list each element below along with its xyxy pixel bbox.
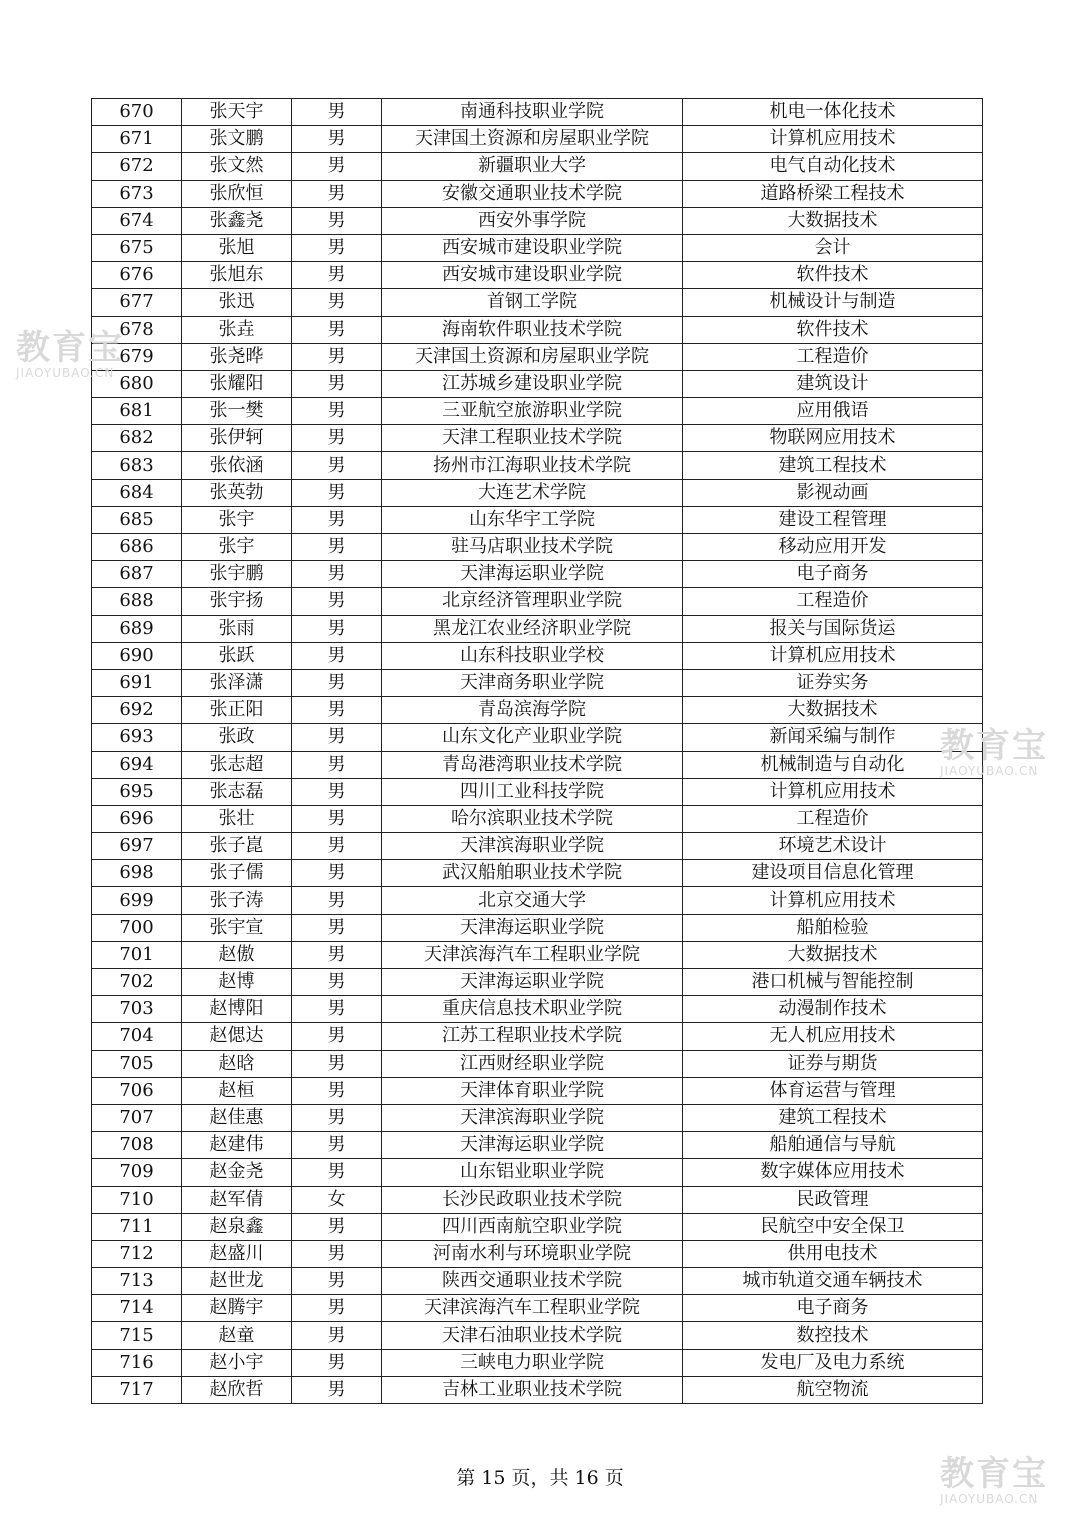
cell-major: 大数据技术 [683, 941, 983, 968]
cell-number: 683 [92, 452, 182, 479]
cell-name: 张志超 [182, 751, 292, 778]
cell-major: 发电厂及电力系统 [683, 1349, 983, 1376]
cell-major: 机械制造与自动化 [683, 751, 983, 778]
cell-gender: 男 [292, 751, 382, 778]
cell-number: 674 [92, 207, 182, 234]
table-row [92, 1376, 983, 1403]
cell-name: 张子涛 [182, 887, 292, 914]
cell-number: 707 [92, 1104, 182, 1131]
cell-gender: 男 [292, 180, 382, 207]
cell-number: 699 [92, 887, 182, 914]
cell-number: 714 [92, 1295, 182, 1322]
cell-number: 691 [92, 669, 182, 696]
cell-gender: 男 [292, 778, 382, 805]
table-row [92, 126, 983, 153]
cell-major: 计算机应用技术 [683, 126, 983, 153]
cell-major: 影视动画 [683, 479, 983, 506]
cell-major: 工程造价 [683, 805, 983, 832]
cell-gender: 男 [292, 126, 382, 153]
cell-major: 船舶检验 [683, 914, 983, 941]
cell-gender: 男 [292, 506, 382, 533]
cell-major: 环境艺术设计 [683, 833, 983, 860]
cell-gender: 男 [292, 234, 382, 261]
cell-major: 证券与期货 [683, 1050, 983, 1077]
cell-gender: 男 [292, 1132, 382, 1159]
table-row [92, 615, 983, 642]
cell-major: 动漫制作技术 [683, 996, 983, 1023]
cell-name: 赵童 [182, 1322, 292, 1349]
cell-gender: 男 [292, 833, 382, 860]
cell-number: 690 [92, 642, 182, 669]
cell-school: 首钢工学院 [382, 289, 683, 316]
table-row [92, 316, 983, 343]
cell-name: 张壮 [182, 805, 292, 832]
table-row [92, 805, 983, 832]
cell-school: 江苏工程职业技术学院 [382, 1023, 683, 1050]
cell-school: 青岛滨海学院 [382, 697, 683, 724]
table-row [92, 724, 983, 751]
cell-major: 民航空中安全保卫 [683, 1213, 983, 1240]
cell-major: 道路桥梁工程技术 [683, 180, 983, 207]
cell-number: 694 [92, 751, 182, 778]
cell-school: 天津体育职业学院 [382, 1077, 683, 1104]
cell-major: 无人机应用技术 [683, 1023, 983, 1050]
cell-school: 四川工业科技学院 [382, 778, 683, 805]
cell-school: 哈尔滨职业技术学院 [382, 805, 683, 832]
cell-school: 天津海运职业学院 [382, 969, 683, 996]
page-footer: 第 15 页，共 16 页 [456, 1467, 624, 1489]
table-row [92, 1240, 983, 1267]
cell-name: 赵桓 [182, 1077, 292, 1104]
table-row [92, 1349, 983, 1376]
cell-school: 安徽交通职业技术学院 [382, 180, 683, 207]
cell-major: 软件技术 [683, 316, 983, 343]
cell-school: 三亚航空旅游职业学院 [382, 398, 683, 425]
cell-school: 江西财经职业学院 [382, 1050, 683, 1077]
cell-gender: 男 [292, 669, 382, 696]
cell-gender: 男 [292, 398, 382, 425]
cell-school: 天津滨海汽车工程职业学院 [382, 1295, 683, 1322]
cell-major: 大数据技术 [683, 207, 983, 234]
cell-name: 张正阳 [182, 697, 292, 724]
cell-major: 电子商务 [683, 1295, 983, 1322]
table-row [92, 669, 983, 696]
cell-number: 688 [92, 588, 182, 615]
cell-gender: 男 [292, 370, 382, 397]
cell-name: 张跃 [182, 642, 292, 669]
cell-school: 北京交通大学 [382, 887, 683, 914]
cell-school: 扬州市江海职业技术学院 [382, 452, 683, 479]
cell-major: 计算机应用技术 [683, 887, 983, 914]
cell-gender: 男 [292, 941, 382, 968]
cell-gender: 男 [292, 479, 382, 506]
cell-name: 张旭 [182, 234, 292, 261]
cell-number: 713 [92, 1268, 182, 1295]
table-row [92, 697, 983, 724]
table-row [92, 506, 983, 533]
cell-gender: 男 [292, 452, 382, 479]
cell-school: 西安城市建设职业学院 [382, 234, 683, 261]
cell-school: 山东铝业职业学院 [382, 1159, 683, 1186]
cell-school: 天津滨海职业学院 [382, 1104, 683, 1131]
cell-school: 山东华宇工学院 [382, 506, 683, 533]
cell-gender: 男 [292, 425, 382, 452]
cell-number: 685 [92, 506, 182, 533]
cell-school: 天津商务职业学院 [382, 669, 683, 696]
table-row [92, 425, 983, 452]
cell-number: 703 [92, 996, 182, 1023]
cell-name: 张英勃 [182, 479, 292, 506]
cell-number: 693 [92, 724, 182, 751]
cell-name: 张志磊 [182, 778, 292, 805]
cell-school: 北京经济管理职业学院 [382, 588, 683, 615]
cell-school: 重庆信息技术职业学院 [382, 996, 683, 1023]
table-row [92, 887, 983, 914]
cell-name: 赵建伟 [182, 1132, 292, 1159]
table-row [92, 561, 983, 588]
cell-number: 711 [92, 1213, 182, 1240]
cell-gender: 男 [292, 914, 382, 941]
cell-gender: 男 [292, 615, 382, 642]
cell-number: 680 [92, 370, 182, 397]
cell-school: 天津工程职业技术学院 [382, 425, 683, 452]
table-row [92, 1295, 983, 1322]
cell-number: 675 [92, 234, 182, 261]
cell-gender: 男 [292, 316, 382, 343]
cell-school: 天津海运职业学院 [382, 914, 683, 941]
cell-major: 工程造价 [683, 343, 983, 370]
cell-gender: 男 [292, 588, 382, 615]
cell-gender: 男 [292, 207, 382, 234]
cell-major: 电气自动化技术 [683, 153, 983, 180]
cell-major: 建筑工程技术 [683, 452, 983, 479]
table-row [92, 153, 983, 180]
cell-number: 681 [92, 398, 182, 425]
cell-name: 张鑫尧 [182, 207, 292, 234]
cell-major: 民政管理 [683, 1186, 983, 1213]
cell-gender: 男 [292, 860, 382, 887]
cell-name: 赵小宇 [182, 1349, 292, 1376]
cell-major: 城市轨道交通车辆技术 [683, 1268, 983, 1295]
table-row [92, 1023, 983, 1050]
cell-name: 张宇 [182, 506, 292, 533]
cell-major: 计算机应用技术 [683, 778, 983, 805]
cell-name: 张旭东 [182, 262, 292, 289]
cell-name: 赵博 [182, 969, 292, 996]
cell-school: 三峡电力职业学院 [382, 1349, 683, 1376]
cell-number: 672 [92, 153, 182, 180]
table-row [92, 452, 983, 479]
cell-major: 会计 [683, 234, 983, 261]
cell-gender: 男 [292, 1240, 382, 1267]
cell-gender: 男 [292, 1077, 382, 1104]
table-row [92, 751, 983, 778]
cell-school: 大连艺术学院 [382, 479, 683, 506]
cell-gender: 男 [292, 1376, 382, 1403]
cell-major: 大数据技术 [683, 697, 983, 724]
cell-major: 工程造价 [683, 588, 983, 615]
cell-name: 张政 [182, 724, 292, 751]
cell-number: 708 [92, 1132, 182, 1159]
cell-major: 电子商务 [683, 561, 983, 588]
cell-school: 武汉船舶职业技术学院 [382, 860, 683, 887]
table-row [92, 833, 983, 860]
cell-school: 天津国土资源和房屋职业学院 [382, 126, 683, 153]
cell-number: 684 [92, 479, 182, 506]
cell-gender: 男 [292, 1268, 382, 1295]
cell-school: 新疆职业大学 [382, 153, 683, 180]
cell-number: 686 [92, 534, 182, 561]
cell-number: 700 [92, 914, 182, 941]
cell-major: 报关与国际货运 [683, 615, 983, 642]
table-row [92, 1213, 983, 1240]
cell-name: 赵博阳 [182, 996, 292, 1023]
cell-major: 体育运营与管理 [683, 1077, 983, 1104]
cell-number: 709 [92, 1159, 182, 1186]
cell-number: 696 [92, 805, 182, 832]
table-row [92, 1077, 983, 1104]
cell-school: 山东科技职业学校 [382, 642, 683, 669]
cell-gender: 男 [292, 1104, 382, 1131]
cell-name: 赵腾宇 [182, 1295, 292, 1322]
cell-number: 692 [92, 697, 182, 724]
cell-gender: 男 [292, 99, 382, 126]
cell-major: 数字媒体应用技术 [683, 1159, 983, 1186]
cell-major: 航空物流 [683, 1376, 983, 1403]
cell-name: 张宇扬 [182, 588, 292, 615]
table-row [92, 180, 983, 207]
cell-school: 天津滨海职业学院 [382, 833, 683, 860]
watermark-cn: 教育宝 [940, 1454, 1048, 1494]
cell-name: 赵军倩 [182, 1186, 292, 1213]
cell-major: 建筑设计 [683, 370, 983, 397]
table-body [92, 99, 983, 1404]
cell-gender: 男 [292, 724, 382, 751]
cell-number: 715 [92, 1322, 182, 1349]
cell-school: 长沙民政职业技术学院 [382, 1186, 683, 1213]
cell-gender: 男 [292, 262, 382, 289]
cell-name: 赵盛川 [182, 1240, 292, 1267]
cell-major: 机电一体化技术 [683, 99, 983, 126]
table-row [92, 914, 983, 941]
cell-major: 数控技术 [683, 1322, 983, 1349]
table-row [92, 941, 983, 968]
table-row [92, 343, 983, 370]
cell-gender: 男 [292, 289, 382, 316]
cell-number: 697 [92, 833, 182, 860]
cell-number: 704 [92, 1023, 182, 1050]
table-row [92, 1186, 983, 1213]
cell-gender: 男 [292, 969, 382, 996]
table-row [92, 996, 983, 1023]
cell-name: 赵傲 [182, 941, 292, 968]
cell-major: 建筑工程技术 [683, 1104, 983, 1131]
cell-school: 黑龙江农业经济职业学院 [382, 615, 683, 642]
cell-name: 张文鹏 [182, 126, 292, 153]
cell-major: 物联网应用技术 [683, 425, 983, 452]
cell-number: 682 [92, 425, 182, 452]
cell-gender: 男 [292, 1050, 382, 1077]
cell-school: 山东文化产业职业学院 [382, 724, 683, 751]
table-row [92, 289, 983, 316]
cell-number: 679 [92, 343, 182, 370]
cell-number: 687 [92, 561, 182, 588]
table-row [92, 778, 983, 805]
cell-name: 张迅 [182, 289, 292, 316]
table-row [92, 398, 983, 425]
cell-name: 赵泉鑫 [182, 1213, 292, 1240]
cell-school: 天津海运职业学院 [382, 561, 683, 588]
cell-school: 河南水利与环境职业学院 [382, 1240, 683, 1267]
cell-major: 移动应用开发 [683, 534, 983, 561]
cell-major: 港口机械与智能控制 [683, 969, 983, 996]
cell-number: 698 [92, 860, 182, 887]
cell-major: 建设工程管理 [683, 506, 983, 533]
cell-number: 670 [92, 99, 182, 126]
cell-name: 张依涵 [182, 452, 292, 479]
cell-name: 张伊轲 [182, 425, 292, 452]
table-row [92, 1050, 983, 1077]
cell-number: 695 [92, 778, 182, 805]
cell-gender: 男 [292, 1159, 382, 1186]
cell-school: 吉林工业职业技术学院 [382, 1376, 683, 1403]
cell-name: 张尧晔 [182, 343, 292, 370]
cell-name: 张宇鹏 [182, 561, 292, 588]
table-row [92, 969, 983, 996]
cell-school: 陕西交通职业技术学院 [382, 1268, 683, 1295]
cell-gender: 男 [292, 343, 382, 370]
cell-school: 天津海运职业学院 [382, 1132, 683, 1159]
cell-school: 西安城市建设职业学院 [382, 262, 683, 289]
cell-gender: 女 [292, 1186, 382, 1213]
cell-gender: 男 [292, 1213, 382, 1240]
cell-name: 赵晗 [182, 1050, 292, 1077]
cell-name: 张子崑 [182, 833, 292, 860]
cell-gender: 男 [292, 1023, 382, 1050]
table-row [92, 99, 983, 126]
cell-name: 赵佳惠 [182, 1104, 292, 1131]
cell-school: 南通科技职业学院 [382, 99, 683, 126]
cell-number: 676 [92, 262, 182, 289]
cell-school: 西安外事学院 [382, 207, 683, 234]
cell-school: 江苏城乡建设职业学院 [382, 370, 683, 397]
table-row [92, 479, 983, 506]
cell-gender: 男 [292, 561, 382, 588]
cell-gender: 男 [292, 697, 382, 724]
cell-name: 张雨 [182, 615, 292, 642]
cell-name: 张文然 [182, 153, 292, 180]
cell-major: 供用电技术 [683, 1240, 983, 1267]
cell-name: 张子儒 [182, 860, 292, 887]
cell-name: 赵欣哲 [182, 1376, 292, 1403]
cell-name: 张宇 [182, 534, 292, 561]
cell-major: 船舶通信与导航 [683, 1132, 983, 1159]
cell-number: 678 [92, 316, 182, 343]
cell-number: 702 [92, 969, 182, 996]
cell-school: 青岛港湾职业技术学院 [382, 751, 683, 778]
table-row [92, 534, 983, 561]
cell-gender: 男 [292, 996, 382, 1023]
cell-gender: 男 [292, 534, 382, 561]
cell-gender: 男 [292, 1295, 382, 1322]
cell-number: 716 [92, 1349, 182, 1376]
cell-school: 天津石油职业技术学院 [382, 1322, 683, 1349]
cell-name: 张欣恒 [182, 180, 292, 207]
cell-school: 四川西南航空职业学院 [382, 1213, 683, 1240]
cell-name: 张宇宣 [182, 914, 292, 941]
cell-name: 张垚 [182, 316, 292, 343]
cell-number: 673 [92, 180, 182, 207]
cell-number: 677 [92, 289, 182, 316]
cell-name: 赵金尧 [182, 1159, 292, 1186]
cell-name: 张一樊 [182, 398, 292, 425]
cell-school: 天津国土资源和房屋职业学院 [382, 343, 683, 370]
cell-number: 705 [92, 1050, 182, 1077]
cell-name: 张耀阳 [182, 370, 292, 397]
table-row [92, 1104, 983, 1131]
cell-number: 701 [92, 941, 182, 968]
cell-name: 张天宇 [182, 99, 292, 126]
cell-gender: 男 [292, 1349, 382, 1376]
cell-name: 赵世龙 [182, 1268, 292, 1295]
cell-major: 机械设计与制造 [683, 289, 983, 316]
table-row [92, 1322, 983, 1349]
cell-number: 712 [92, 1240, 182, 1267]
cell-number: 671 [92, 126, 182, 153]
table-row [92, 860, 983, 887]
cell-gender: 男 [292, 642, 382, 669]
table-row [92, 588, 983, 615]
cell-major: 新闻采编与制作 [683, 724, 983, 751]
table-row [92, 1268, 983, 1295]
cell-gender: 男 [292, 153, 382, 180]
cell-major: 应用俄语 [683, 398, 983, 425]
table-row [92, 1159, 983, 1186]
table-row [92, 1132, 983, 1159]
watermark-en: JIAOYUBAO.CN [940, 1492, 1039, 1506]
table-row [92, 642, 983, 669]
cell-major: 证券实务 [683, 669, 983, 696]
watermark-en: JIAOYUBAO.CN [940, 764, 1039, 778]
cell-major: 计算机应用技术 [683, 642, 983, 669]
table-row [92, 207, 983, 234]
watermark-en: JIAOYUBAO.CN [16, 366, 115, 380]
cell-gender: 男 [292, 805, 382, 832]
cell-school: 天津滨海汽车工程职业学院 [382, 941, 683, 968]
cell-name: 赵偲达 [182, 1023, 292, 1050]
student-table [91, 98, 983, 1404]
watermark-cn: 教育宝 [16, 328, 124, 368]
table-row [92, 370, 983, 397]
cell-number: 710 [92, 1186, 182, 1213]
watermark-cn: 教育宝 [940, 726, 1048, 766]
cell-number: 717 [92, 1376, 182, 1403]
cell-number: 689 [92, 615, 182, 642]
cell-school: 海南软件职业技术学院 [382, 316, 683, 343]
table-row [92, 234, 983, 261]
cell-name: 张泽潇 [182, 669, 292, 696]
cell-gender: 男 [292, 887, 382, 914]
table-row [92, 262, 983, 289]
cell-major: 软件技术 [683, 262, 983, 289]
cell-gender: 男 [292, 1322, 382, 1349]
cell-major: 建设项目信息化管理 [683, 860, 983, 887]
cell-number: 706 [92, 1077, 182, 1104]
cell-school: 驻马店职业技术学院 [382, 534, 683, 561]
